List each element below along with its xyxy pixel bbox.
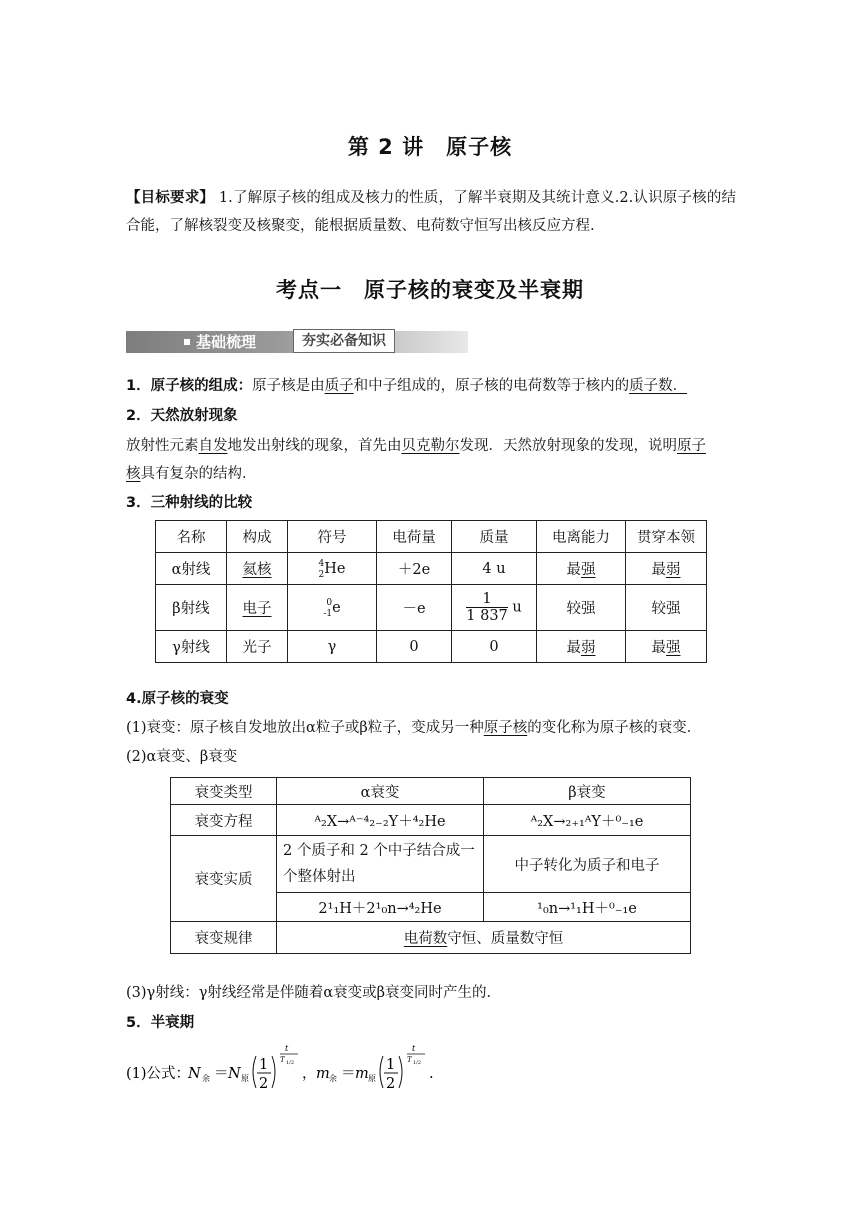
banner-right-label: 夯实必备知识 — [293, 329, 395, 353]
blank-helium: 氦核 — [242, 562, 272, 578]
equals: ＝ — [214, 1066, 229, 1082]
numerator: 1 — [259, 1057, 269, 1073]
table-cell — [537, 631, 626, 663]
table-row — [156, 631, 707, 663]
table-row — [156, 585, 707, 631]
item-1-text: 原子核是由 — [252, 378, 325, 394]
table-row — [171, 778, 691, 805]
blank-strongest: 强 — [581, 562, 596, 578]
table-cell — [626, 553, 707, 585]
exponent-T: T — [280, 1056, 285, 1064]
table-cell: 光子 — [227, 631, 288, 663]
table-cell: 较强 — [537, 585, 626, 631]
blank-proton-number: 质子数． — [629, 378, 688, 394]
item-4-p3: (3)γ射线：γ射线经常是伴随着α衰变或β衰变同时产生的． — [126, 985, 502, 1001]
var-N: N — [228, 1066, 241, 1082]
table-cell: 衰变方程 — [171, 805, 277, 836]
blank-strongest: 强 — [666, 640, 681, 656]
right-paren — [272, 1056, 275, 1088]
numerator: 1 — [466, 591, 508, 608]
table-cell: 较强 — [626, 585, 707, 631]
item-2-head: 2．天然放射现象 — [126, 408, 238, 424]
alpha-equation: ᴬ₂X→ᴬ⁻⁴₂₋₂Y＋⁴₂He — [277, 805, 484, 836]
cell-text: 最 — [651, 640, 666, 656]
table-cell — [227, 553, 288, 585]
var-N: N — [188, 1066, 201, 1082]
blank-nucleus: 原子核 — [483, 720, 528, 736]
table-cell: α射线 — [156, 553, 227, 585]
table-cell: γ射线 — [156, 631, 227, 663]
atomic-number: -1 — [323, 608, 333, 619]
table-cell — [537, 553, 626, 585]
table-row — [171, 836, 691, 893]
table-cell: γ — [288, 631, 377, 663]
beta-equation: ᴬ₂X→₂₊₁ᴬY＋⁰₋₁e — [484, 805, 691, 836]
denominator: 2 — [386, 1076, 396, 1092]
table-header: 符号 — [288, 521, 377, 553]
cell-text: 最 — [566, 562, 581, 578]
unit: u — [512, 599, 522, 616]
separator: ， — [302, 1066, 317, 1082]
symbol: He — [324, 560, 346, 577]
item-5-head: 5．半衰期 — [126, 1015, 195, 1031]
var-m: m — [355, 1066, 369, 1082]
item-4-p1 — [126, 715, 736, 741]
period: . — [429, 1066, 434, 1082]
banner-left-label: 基础梳理 — [196, 333, 257, 351]
goal-text: 1.了解原子核的组成及核力的性质，了解半衰期及其统计意义.2.认识原子核的结合能，了解核裂变及核聚变，能根据质量数、电荷数守恒写出核反应方程. — [126, 190, 737, 234]
blank-weakest: 弱 — [666, 562, 681, 578]
denominator: 1 837 — [466, 608, 508, 624]
table-cell: ＋2e — [377, 553, 452, 585]
table-row — [156, 553, 707, 585]
blank-charge-number: 电荷数 — [403, 931, 448, 947]
blank-becquerel: 贝克勒尔 — [401, 438, 460, 454]
table-cell: β射线 — [156, 585, 227, 631]
var-m: m — [316, 1066, 330, 1082]
blank-nucleus-b: 核 — [126, 466, 141, 482]
decay-table — [170, 777, 691, 954]
alpha-essence-equation: 2¹₁H＋2¹₀n→⁴₂He — [277, 893, 484, 922]
table-header: α衰变 — [277, 778, 484, 805]
table-header: 衰变类型 — [171, 778, 277, 805]
atomic-number: 2 — [318, 569, 325, 580]
subscript-remaining: 余 — [329, 1074, 337, 1083]
item-2-text3: 发现．天然放射现象的发现，说明 — [459, 438, 677, 454]
exponent-t: t — [285, 1044, 289, 1053]
item-4-head: 4.原子核的衰变 — [126, 691, 229, 707]
section-heading: 考点一 原子核的衰变及半衰期 — [276, 278, 584, 302]
cell-text: 最 — [566, 640, 581, 656]
rays-table — [155, 520, 707, 663]
equals: ＝ — [341, 1066, 356, 1082]
table-cell: 衰变规律 — [171, 922, 277, 954]
table-header: 构成 — [227, 521, 288, 553]
table-row — [171, 922, 691, 954]
table-row — [171, 805, 691, 836]
table-header: 质量 — [452, 521, 537, 553]
item-2-body — [126, 432, 736, 488]
table-cell — [288, 553, 377, 585]
item-1-head: 1．原子核的组成： — [126, 378, 253, 394]
text: 的变化称为原子核的衰变． — [527, 720, 702, 736]
item-2-text4: 具有复杂的结构． — [140, 466, 257, 482]
table-cell — [626, 631, 707, 663]
exponent-half: 1/2 — [413, 1060, 422, 1066]
table-cell — [288, 585, 377, 631]
exponent-t: t — [412, 1044, 416, 1053]
blank-weakest: 弱 — [581, 640, 596, 656]
half-life-formula — [126, 1044, 446, 1098]
denominator: 2 — [259, 1076, 269, 1092]
table-header: 电荷量 — [377, 521, 452, 553]
cell-text: 守恒、质量数守恒 — [447, 931, 564, 947]
blank-proton: 质子 — [324, 378, 354, 394]
table-header: 贯穿本领 — [626, 521, 707, 553]
goal-paragraph — [126, 184, 736, 240]
mass-number: 4 — [318, 558, 325, 569]
item-1 — [126, 373, 736, 399]
table-cell: 衰变实质 — [171, 836, 277, 922]
fraction — [466, 591, 508, 624]
beta-essence: 中子转化为质子和电子 — [484, 836, 691, 893]
subscript-remaining: 余 — [202, 1074, 210, 1083]
formula-prefix: (1)公式： — [126, 1066, 191, 1082]
table-cell: 0 — [452, 631, 537, 663]
beta-essence-equation: ¹₀n→¹₁H＋⁰₋₁e — [484, 893, 691, 922]
goal-label: 【目标要求】 — [126, 190, 215, 206]
subscript-original: 原 — [241, 1074, 249, 1083]
numerator: 1 — [386, 1057, 396, 1073]
item-2-text1: 放射性元素 — [126, 438, 199, 454]
blank-spontaneous: 自发 — [198, 438, 228, 454]
item-4-p2: (2)α衰变、β衰变 — [126, 749, 238, 765]
table-cell — [452, 585, 537, 631]
table-cell — [227, 585, 288, 631]
right-paren — [399, 1056, 402, 1088]
table-header: 名称 — [156, 521, 227, 553]
item-1-text2: 和中子组成的，原子核的电荷数等于核内的 — [353, 378, 630, 394]
subscript-original: 原 — [368, 1074, 376, 1083]
formula-svg — [126, 1044, 446, 1094]
blank-electron: 电子 — [242, 601, 272, 617]
page-title: 第 2 讲 原子核 — [347, 135, 513, 159]
table-cell: －e — [377, 585, 452, 631]
exponent-half: 1/2 — [286, 1060, 295, 1066]
blank-nucleus-a: 原子 — [677, 438, 706, 454]
item-3-head: 3．三种射线的比较 — [126, 495, 253, 511]
table-header: β衰变 — [484, 778, 691, 805]
table-cell — [277, 922, 691, 954]
item-2-text2: 地发出射线的现象，首先由 — [227, 438, 402, 454]
table-row — [156, 521, 707, 553]
banner-square-icon — [184, 339, 190, 345]
exponent-T: T — [407, 1056, 412, 1064]
table-cell: 0 — [377, 631, 452, 663]
table-header: 电离能力 — [537, 521, 626, 553]
alpha-essence: 2 个质子和 2 个中子结合成一个整体射出 — [277, 836, 484, 893]
cell-text: 最 — [651, 562, 666, 578]
table-cell: 4 u — [452, 553, 537, 585]
text: (1)衰变：原子核自发地放出α粒子或β粒子，变成另一种 — [126, 720, 484, 736]
left-paren — [380, 1056, 383, 1088]
symbol: e — [332, 599, 341, 616]
left-paren — [253, 1056, 256, 1088]
mass-number: 0 — [326, 597, 333, 608]
section-banner — [126, 328, 468, 354]
